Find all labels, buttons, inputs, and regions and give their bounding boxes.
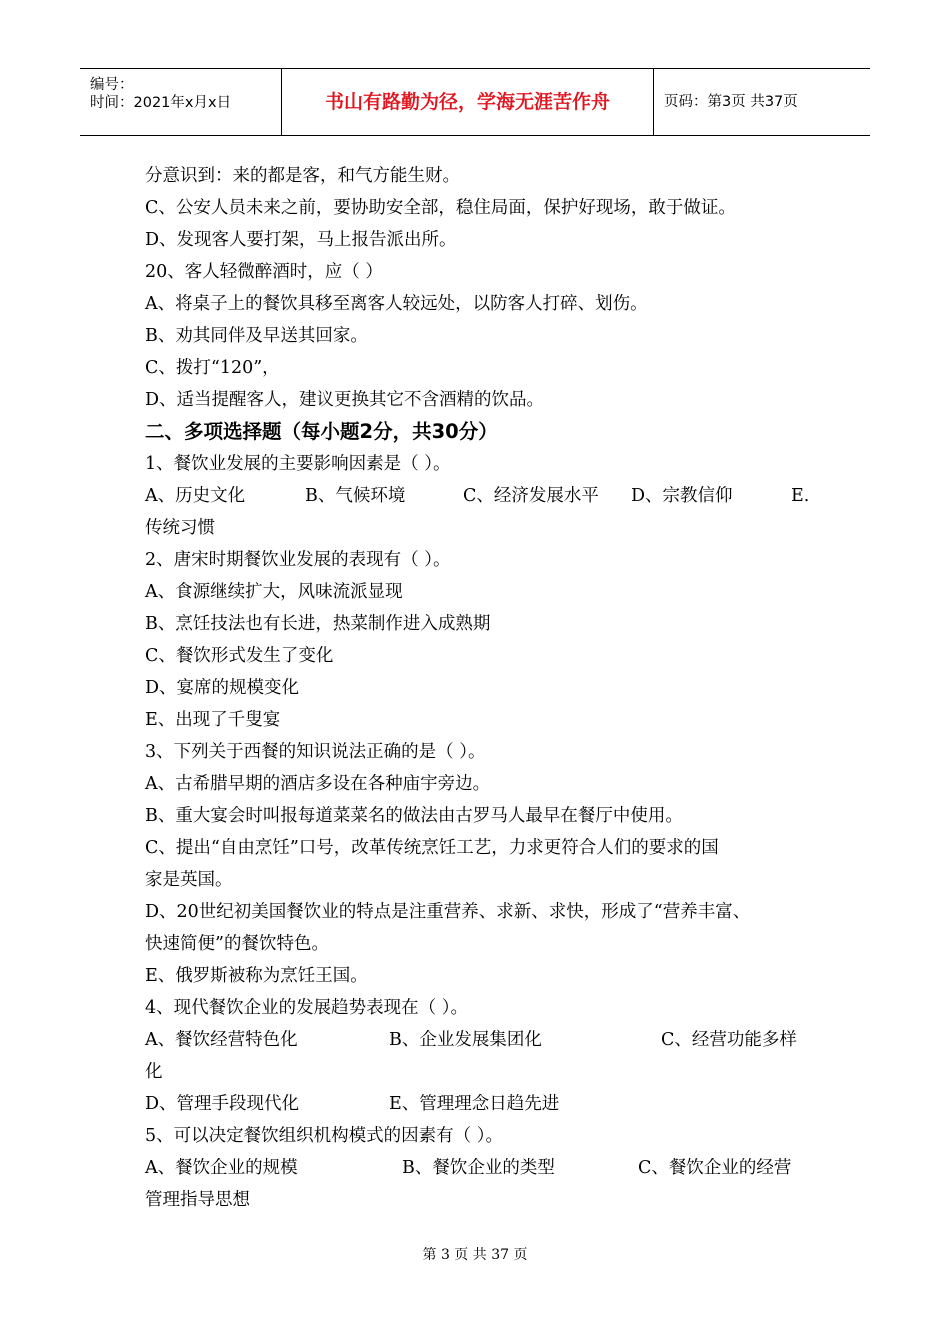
option-a: A、餐饮经营特色化 (145, 1030, 298, 1050)
page-info: 页码：第3页 共37页 (664, 94, 798, 110)
option-line: C、提出“自由烹饪”口号，改革传统烹饪工艺，力求更符合人们的要求的国 (145, 838, 719, 858)
option-b: B、企业发展集团化 (389, 1030, 542, 1050)
option-line: E、出现了千叟宴 (145, 710, 281, 730)
option-e: E. (791, 486, 810, 506)
document-body (145, 160, 810, 1216)
question-3: 3、下列关于西餐的知识说法正确的是（ ）。 (145, 742, 486, 762)
option-line: B、烹饪技法也有长进，热菜制作进入成熟期 (145, 614, 491, 634)
header-left-cell (80, 69, 282, 135)
option-line: B、劝其同伴及早送其回家。 (145, 326, 368, 346)
number-label: 编号： (90, 77, 134, 93)
option-line: C、拨打“120”， (145, 358, 280, 378)
question-2: 2、唐宋时期餐饮业发展的表现有（ ）。 (145, 550, 451, 570)
text-line: 分意识到：来的都是客，和气方能生财。 (145, 166, 460, 186)
option-line: 管理指导思想 (145, 1190, 250, 1210)
option-c: C、餐饮企业的经营 (638, 1158, 792, 1178)
motto: 书山有路勤为径，学海无涯苦作舟 (282, 69, 654, 135)
option-a: A、餐饮企业的规模 (145, 1158, 298, 1178)
page-footer: 第 3 页 共 37 页 (422, 1247, 528, 1263)
time-label: 时间：2021年x月x日 (90, 95, 232, 111)
option-b: B、气候环境 (305, 486, 406, 506)
question-5-options (145, 1152, 810, 1184)
option-b: B、餐饮企业的类型 (402, 1158, 555, 1178)
option-line: 化 (145, 1062, 163, 1082)
option-line: D、适当提醒客人，建议更换其它不含酒精的饮品。 (145, 390, 545, 410)
option-line: C、餐饮形式发生了变化 (145, 646, 334, 666)
option-a: A、历史文化 (145, 486, 246, 506)
option-line: E、俄罗斯被称为烹饪王国。 (145, 966, 368, 986)
option-line: A、食源继续扩大，风味流派显现 (145, 582, 403, 602)
question-4-options (145, 1024, 810, 1056)
text-line: C、公安人员未来之前，要协助安全部，稳住局面，保护好现场，敢于做证。 (145, 198, 736, 218)
option-line: 家是英国。 (145, 870, 233, 890)
section-heading: 二、多项选择题（每小题2分，共30分） (145, 420, 498, 443)
question-20: 20、客人轻微醉酒时，应（ ） (145, 262, 383, 282)
option-line: B、重大宴会时叫报每道菜菜名的做法由古罗马人最早在餐厅中使用。 (145, 806, 683, 826)
page-header (80, 68, 870, 136)
question-4-options-2 (145, 1088, 810, 1120)
question-1-options (145, 480, 810, 512)
question-4: 4、现代餐饮企业的发展趋势表现在（ ）。 (145, 998, 468, 1018)
option-d: D、管理手段现代化 (145, 1094, 300, 1114)
option-line: A、古希腊早期的酒店多设在各种庙宇旁边。 (145, 774, 491, 794)
question-5: 5、可以决定餐饮组织机构模式的因素有（ ）。 (145, 1126, 503, 1146)
option-line: D、宴席的规模变化 (145, 678, 300, 698)
option-line: D、20世纪初美国餐饮业的特点是注重营养、求新、求快，形成了“营养丰富、 (145, 902, 751, 922)
option-line: 传统习惯 (145, 518, 215, 538)
text-line: D、发现客人要打架，马上报告派出所。 (145, 230, 457, 250)
option-c: C、经营功能多样 (661, 1030, 797, 1050)
option-c: C、经济发展水平 (463, 486, 599, 506)
option-d: D、宗教信仰 (631, 486, 733, 506)
option-line: A、将桌子上的餐饮具移至离客人较远处，以防客人打碎、划伤。 (145, 294, 648, 314)
option-line: 快速简便”的餐饮特色。 (145, 934, 329, 954)
option-e: E、管理理念日趋先进 (389, 1094, 560, 1114)
question-1: 1、餐饮业发展的主要影响因素是（ ）。 (145, 454, 451, 474)
